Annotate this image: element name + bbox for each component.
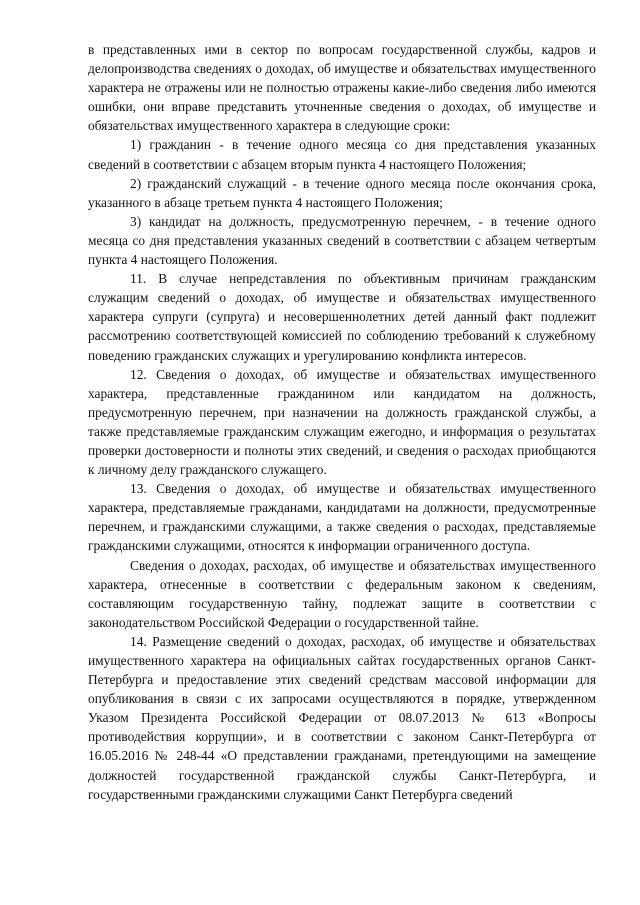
paragraph-1: в представленных ими в сектор по вопросам государственной службы, кадров и делопроизводства сведениях о доходах, об имуществе и обязательствах имущественного характера не отражены или не полностью отражены какие-либо сведения либо имеются ошибки, они вправе представить уточненные сведения о доходах, об имуществе и обязательствах имущественного характера в следующие сроки: (88, 42, 596, 134)
paragraph-2: 1) гражданин - в течение одного месяца со дня представления указанных сведений в соответствии с абзацем вторым пункта 4 настоящего Положения; (88, 137, 596, 172)
paragraph-9: 14. Размещение сведений о доходах, расходах, об имуществе и обязательствах имущественного характера на официальных сайтах государственных органов Санкт-Петербурга и предоставление этих сведений средствам массовой информации для опубликования в связи с их запросами осуществляются в порядке, утвержденном Указом Президента Российской Федерации от 08.07.2013 № 613 «Вопросы противодействия коррупции», и в соответствии с законом Санкт-Петербурга от 16.05.2016 № 248-44 «О представлении гражданами, претендующими на замещение должностей государственной гражданской службы Санкт-Петербурга, и государственными гражданскими служащими Санкт Петербурга сведений (88, 633, 596, 802)
paragraph-5: 11. В случае непредставления по объективным причинам гражданским служащим сведений о доходах, об имуществе и обязательствах имущественного характера супруги (супруга) и несовершеннолетних детей данный факт подлежит рассмотрению соответствующей комиссией по соблюдению требований к служебному поведению гражданских служащих и урегулированию конфликта интересов. (88, 271, 596, 363)
paragraph-6: 12. Сведения о доходах, об имуществе и обязательствах имущественного характера, представленные гражданином или кандидатом на должность, предусмотренную перечнем, при назначении на должность гражданской службы, а также представляемые гражданским служащим ежегодно, и информация о результатах проверки достоверности и полноты этих сведений, и сведения о расходах приобщаются к личному делу гражданского служащего. (88, 366, 596, 478)
paragraph-4: 3) кандидат на должность, предусмотренную перечнем, - в течение одного месяца со дня представления указанных сведений в соответствии с абзацем четвертым пункта 4 настоящего Положения. (88, 213, 596, 268)
paragraph-8: Сведения о доходах, расходах, об имуществе и обязательствах имущественного характера, отнесенные в соответствии с федеральным законом к сведениям, составляющим государственную тайну, подлежат защите в соответствии с законодательством Российской Федерации о государственной тайне. (88, 557, 596, 630)
paragraph-3: 2) гражданский служащий - в течение одного месяца после окончания срока, указанного в абзаце третьем пункта 4 настоящего Положения; (88, 175, 596, 210)
document-page (88, 40, 596, 804)
paragraph-7: 13. Сведения о доходах, об имуществе и обязательствах имущественного характера, представляемые гражданами, кандидатами на должности, предусмотренные перечнем, и гражданскими служащими, а также сведения о расходах, представляемые гражданскими служащими, относятся к информации ограниченного доступа. (88, 481, 596, 554)
